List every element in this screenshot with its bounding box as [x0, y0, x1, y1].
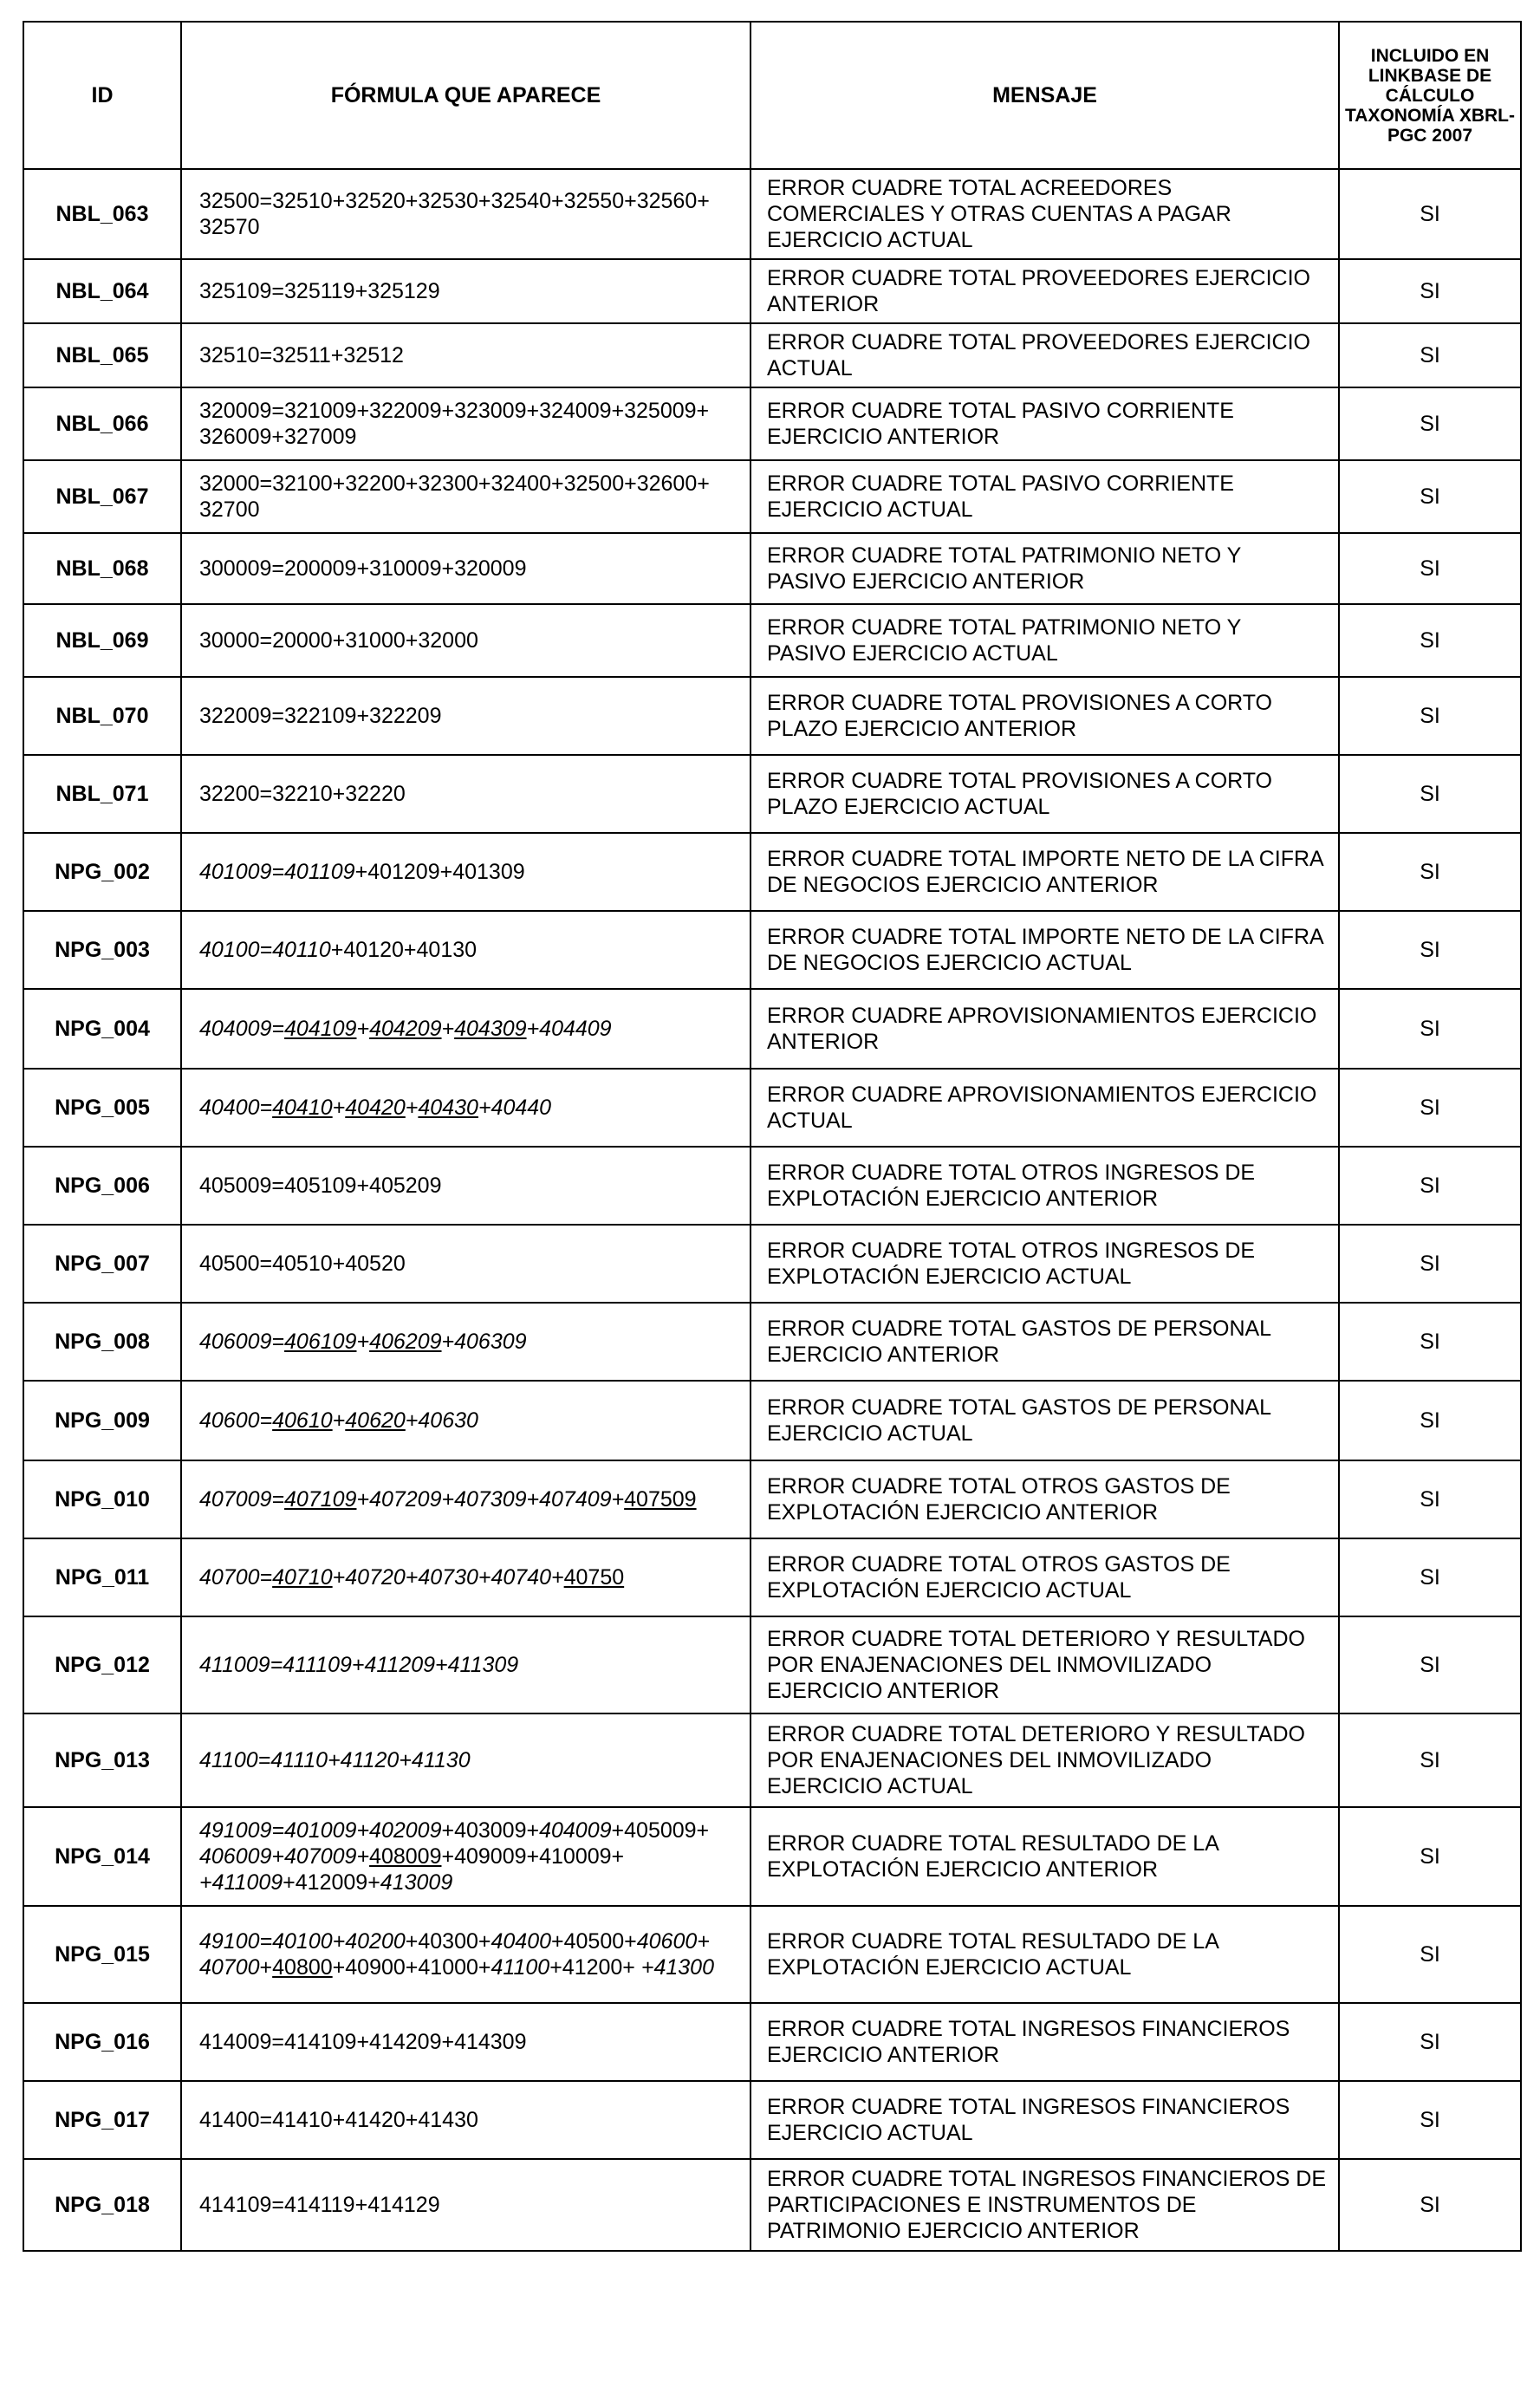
formula-segment: +412009+ — [283, 1870, 380, 1895]
formula-segment: +40440 — [478, 1096, 552, 1120]
cell-id: NPG_015 — [23, 1906, 181, 2003]
formula-segment: +406309 — [441, 1330, 527, 1354]
formula-segment: 413009 — [380, 1870, 453, 1895]
header-row — [23, 22, 1521, 169]
table-row — [23, 387, 1521, 460]
formula-segment: 405009=405109+405209 — [199, 1174, 442, 1198]
formula-segment: +409009+410009+ — [441, 1844, 625, 1869]
formula-segment: +40120+40130 — [330, 938, 478, 962]
formula-segment: 414109=414119+414129 — [199, 2193, 440, 2217]
cell-message: ERROR CUADRE TOTAL DETERIORO Y RESULTADO POR ENAJENACIONES DEL INMOVILIZADO EJERCICIO ACTUAL — [751, 1713, 1339, 1807]
table-row — [23, 1147, 1521, 1225]
cell-included: SI — [1339, 2003, 1521, 2081]
formula-segment: + — [405, 1096, 419, 1120]
cell-formula — [181, 1381, 751, 1460]
cell-formula — [181, 1713, 751, 1807]
table-row — [23, 2081, 1521, 2159]
cell-formula — [181, 1906, 751, 2003]
formula-segment: +40300+ — [405, 1929, 491, 1954]
cell-included: SI — [1339, 2159, 1521, 2251]
table-body — [23, 169, 1521, 2251]
cell-id: NPG_004 — [23, 989, 181, 1069]
cell-id: NBL_066 — [23, 387, 181, 460]
cell-id: NBL_070 — [23, 677, 181, 755]
cell-id: NPG_005 — [23, 1069, 181, 1147]
formula-segment: 40430 — [418, 1096, 478, 1120]
cell-message: ERROR CUADRE TOTAL ACREEDORES COMERCIALES Y OTRAS CUENTAS A PAGAR EJERCICIO ACTUAL — [751, 169, 1339, 259]
validation-table — [23, 21, 1522, 2252]
cell-message: ERROR CUADRE TOTAL PROVISIONES A CORTO PLAZO EJERCICIO ACTUAL — [751, 755, 1339, 833]
cell-id: NBL_064 — [23, 259, 181, 323]
formula-segment: 32200=32210+32220 — [199, 782, 406, 806]
cell-included: SI — [1339, 677, 1521, 755]
cell-included: SI — [1339, 259, 1521, 323]
formula-segment: 404009= — [199, 1017, 285, 1041]
header-formula: FÓRMULA QUE APARECE — [181, 22, 751, 169]
cell-included: SI — [1339, 1147, 1521, 1225]
cell-included: SI — [1339, 604, 1521, 677]
cell-formula — [181, 2081, 751, 2159]
cell-formula — [181, 2159, 751, 2251]
cell-id: NPG_008 — [23, 1303, 181, 1381]
cell-message: ERROR CUADRE TOTAL PROVISIONES A CORTO PLAZO EJERCICIO ANTERIOR — [751, 677, 1339, 755]
cell-id: NPG_006 — [23, 1147, 181, 1225]
table-row — [23, 1538, 1521, 1616]
cell-included: SI — [1339, 1713, 1521, 1807]
cell-included: SI — [1339, 1538, 1521, 1616]
cell-included: SI — [1339, 2081, 1521, 2159]
cell-formula — [181, 1303, 751, 1381]
cell-formula — [181, 1616, 751, 1713]
cell-included: SI — [1339, 1225, 1521, 1303]
formula-segment: 41400=41410+41420+41430 — [199, 2108, 478, 2132]
cell-formula — [181, 1225, 751, 1303]
table-row — [23, 1807, 1521, 1906]
formula-segment: 408009 — [369, 1844, 442, 1869]
cell-included: SI — [1339, 1807, 1521, 1906]
formula-segment: 41100 — [491, 1955, 550, 1980]
formula-segment: 404009 — [539, 1818, 612, 1843]
formula-segment: 40410 — [272, 1096, 333, 1120]
formula-segment: 406009+407009+ — [199, 1844, 370, 1869]
table-row — [23, 911, 1521, 989]
table-row — [23, 323, 1521, 387]
formula-segment: + — [259, 1955, 273, 1980]
table-row — [23, 259, 1521, 323]
cell-included: SI — [1339, 989, 1521, 1069]
cell-message: ERROR CUADRE TOTAL PROVEEDORES EJERCICIO ANTERIOR — [751, 259, 1339, 323]
cell-formula — [181, 1460, 751, 1538]
formula-segment: + — [356, 1330, 370, 1354]
cell-id: NBL_069 — [23, 604, 181, 677]
cell-id: NPG_012 — [23, 1616, 181, 1713]
table-row — [23, 1906, 1521, 2003]
cell-message: ERROR CUADRE TOTAL PROVEEDORES EJERCICIO ACTUAL — [751, 323, 1339, 387]
formula-segment: 406009= — [199, 1330, 285, 1354]
cell-formula — [181, 323, 751, 387]
formula-segment: 40600= — [199, 1408, 273, 1433]
cell-message: ERROR CUADRE TOTAL OTROS INGRESOS DE EXPLOTACIÓN EJERCICIO ANTERIOR — [751, 1147, 1339, 1225]
formula-segment: 401009=401109 — [199, 860, 355, 884]
cell-id: NBL_071 — [23, 755, 181, 833]
cell-formula — [181, 169, 751, 259]
formula-segment: +40630 — [405, 1408, 478, 1433]
table-row — [23, 755, 1521, 833]
cell-included: SI — [1339, 533, 1521, 604]
formula-segment: +411009 — [199, 1870, 283, 1895]
cell-message: ERROR CUADRE TOTAL OTROS GASTOS DE EXPLOTACIÓN EJERCICIO ANTERIOR — [751, 1460, 1339, 1538]
formula-segment: + — [441, 1017, 455, 1041]
cell-id: NPG_007 — [23, 1225, 181, 1303]
table-row — [23, 833, 1521, 911]
cell-id: NPG_011 — [23, 1538, 181, 1616]
cell-message: ERROR CUADRE TOTAL IMPORTE NETO DE LA CIFRA DE NEGOCIOS EJERCICIO ANTERIOR — [751, 833, 1339, 911]
table-row — [23, 1381, 1521, 1460]
cell-message: ERROR CUADRE TOTAL INGRESOS FINANCIEROS EJERCICIO ACTUAL — [751, 2081, 1339, 2159]
formula-segment: 40620 — [345, 1408, 406, 1433]
cell-id: NBL_063 — [23, 169, 181, 259]
cell-included: SI — [1339, 755, 1521, 833]
formula-segment: 411009=411109+411209+411309 — [199, 1653, 519, 1677]
formula-segment: 40500=40510+40520 — [199, 1252, 406, 1276]
table-row — [23, 677, 1521, 755]
formula-segment: + — [332, 1408, 346, 1433]
cell-included: SI — [1339, 1906, 1521, 2003]
formula-segment: 404209 — [369, 1017, 442, 1041]
formula-segment: 406209 — [369, 1330, 442, 1354]
cell-message: ERROR CUADRE TOTAL DETERIORO Y RESULTADO POR ENAJENACIONES DEL INMOVILIZADO EJERCICIO ANTERIOR — [751, 1616, 1339, 1713]
formula-segment: 320009=321009+322009+323009+324009+325009+ 326009+327009 — [199, 399, 710, 449]
cell-message: ERROR CUADRE TOTAL GASTOS DE PERSONAL EJERCICIO ANTERIOR — [751, 1303, 1339, 1381]
cell-included: SI — [1339, 911, 1521, 989]
formula-segment: +404409 — [526, 1017, 612, 1041]
cell-formula — [181, 2003, 751, 2081]
cell-formula — [181, 604, 751, 677]
cell-id: NPG_002 — [23, 833, 181, 911]
formula-segment: 40610 — [272, 1408, 333, 1433]
cell-formula — [181, 989, 751, 1069]
formula-segment: 40600+ 40700 — [199, 1929, 710, 1980]
cell-message: ERROR CUADRE APROVISIONAMIENTOS EJERCICIO ACTUAL — [751, 1069, 1339, 1147]
formula-segment: +405009+ — [611, 1818, 710, 1843]
formula-segment: 406109 — [284, 1330, 357, 1354]
table-row — [23, 989, 1521, 1069]
formula-segment: +41200+ — [549, 1955, 641, 1980]
formula-segment: +40720+40730+40740+ — [332, 1565, 564, 1590]
formula-segment: 414009=414109+414209+414309 — [199, 2030, 527, 2054]
cell-included: SI — [1339, 1303, 1521, 1381]
cell-included: SI — [1339, 833, 1521, 911]
table-row — [23, 1303, 1521, 1381]
cell-id: NPG_017 — [23, 2081, 181, 2159]
formula-segment: +407209+407309+407409+ — [356, 1487, 625, 1512]
formula-segment: 30000=20000+31000+32000 — [199, 628, 478, 653]
formula-segment: 491009=401009+402009 — [199, 1818, 442, 1843]
formula-segment: 32500=32510+32520+32530+32540+32550+32560+ 32570 — [199, 189, 710, 239]
cell-message: ERROR CUADRE TOTAL PASIVO CORRIENTE EJERCICIO ANTERIOR — [751, 387, 1339, 460]
cell-message: ERROR CUADRE TOTAL RESULTADO DE LA EXPLOTACIÓN EJERCICIO ANTERIOR — [751, 1807, 1339, 1906]
formula-segment: 325109=325119+325129 — [199, 279, 440, 303]
formula-segment: 407009= — [199, 1487, 285, 1512]
formula-segment: 40400 — [491, 1929, 552, 1954]
header-message: MENSAJE — [751, 22, 1339, 169]
cell-included: SI — [1339, 460, 1521, 533]
cell-message: ERROR CUADRE TOTAL PATRIMONIO NETO Y PASIVO EJERCICIO ACTUAL — [751, 604, 1339, 677]
formula-segment: 40400= — [199, 1096, 273, 1120]
header-id: ID — [23, 22, 181, 169]
table-row — [23, 460, 1521, 533]
cell-formula — [181, 1147, 751, 1225]
cell-message: ERROR CUADRE APROVISIONAMIENTOS EJERCICIO ANTERIOR — [751, 989, 1339, 1069]
cell-id: NBL_068 — [23, 533, 181, 604]
header-included: INCLUIDO EN LINKBASE DE CÁLCULO TAXONOMÍA XBRL-PGC 2007 — [1339, 22, 1521, 169]
cell-formula — [181, 833, 751, 911]
formula-segment: 40710 — [272, 1565, 333, 1590]
table-row — [23, 533, 1521, 604]
formula-segment: +41300 — [640, 1955, 714, 1980]
formula-segment: 40700= — [199, 1565, 273, 1590]
formula-segment: + — [356, 1017, 370, 1041]
formula-segment: +40900+41000+ — [332, 1955, 491, 1980]
cell-id: NPG_018 — [23, 2159, 181, 2251]
table-row — [23, 1713, 1521, 1807]
table-row — [23, 1225, 1521, 1303]
cell-message: ERROR CUADRE TOTAL OTROS GASTOS DE EXPLOTACIÓN EJERCICIO ACTUAL — [751, 1538, 1339, 1616]
table-row — [23, 1616, 1521, 1713]
cell-formula — [181, 387, 751, 460]
cell-message: ERROR CUADRE TOTAL OTROS INGRESOS DE EXPLOTACIÓN EJERCICIO ACTUAL — [751, 1225, 1339, 1303]
cell-message: ERROR CUADRE TOTAL INGRESOS FINANCIEROS DE PARTICIPACIONES E INSTRUMENTOS DE PATRIMONIO EJERCICIO ANTERIOR — [751, 2159, 1339, 2251]
cell-id: NPG_013 — [23, 1713, 181, 1807]
table-row — [23, 1069, 1521, 1147]
formula-segment: 404109 — [284, 1017, 357, 1041]
table-row — [23, 2159, 1521, 2251]
cell-included: SI — [1339, 1460, 1521, 1538]
formula-segment: + — [332, 1096, 346, 1120]
formula-segment: 407109 — [284, 1487, 357, 1512]
cell-message: ERROR CUADRE TOTAL PATRIMONIO NETO Y PASIVO EJERCICIO ANTERIOR — [751, 533, 1339, 604]
cell-id: NPG_009 — [23, 1381, 181, 1460]
table-row — [23, 604, 1521, 677]
cell-formula — [181, 259, 751, 323]
formula-segment: +40500+ — [551, 1929, 637, 1954]
cell-formula — [181, 755, 751, 833]
cell-message: ERROR CUADRE TOTAL RESULTADO DE LA EXPLOTACIÓN EJERCICIO ACTUAL — [751, 1906, 1339, 2003]
formula-segment: 300009=200009+310009+320009 — [199, 556, 527, 581]
formula-segment: 49100=40100+40200 — [199, 1929, 406, 1954]
cell-included: SI — [1339, 323, 1521, 387]
formula-segment: +403009+ — [441, 1818, 540, 1843]
cell-formula — [181, 1538, 751, 1616]
formula-segment: 322009=322109+322209 — [199, 704, 442, 728]
table-row — [23, 2003, 1521, 2081]
cell-message: ERROR CUADRE TOTAL IMPORTE NETO DE LA CIFRA DE NEGOCIOS EJERCICIO ACTUAL — [751, 911, 1339, 989]
cell-included: SI — [1339, 169, 1521, 259]
formula-segment: 40800 — [272, 1955, 333, 1980]
cell-formula — [181, 911, 751, 989]
cell-message: ERROR CUADRE TOTAL INGRESOS FINANCIEROS EJERCICIO ANTERIOR — [751, 2003, 1339, 2081]
cell-formula — [181, 1807, 751, 1906]
cell-included: SI — [1339, 1616, 1521, 1713]
cell-formula — [181, 1069, 751, 1147]
formula-segment: 40750 — [563, 1565, 625, 1590]
formula-segment: 40100=40110 — [199, 938, 331, 962]
cell-formula — [181, 677, 751, 755]
formula-segment: 32000=32100+32200+32300+32400+32500+32600+ 32700 — [199, 471, 710, 522]
cell-included: SI — [1339, 1069, 1521, 1147]
cell-message: ERROR CUADRE TOTAL PASIVO CORRIENTE EJERCICIO ACTUAL — [751, 460, 1339, 533]
cell-id: NPG_014 — [23, 1807, 181, 1906]
formula-segment: +401209+401309 — [354, 860, 525, 884]
cell-included: SI — [1339, 1381, 1521, 1460]
formula-segment: 40420 — [345, 1096, 406, 1120]
cell-id: NPG_003 — [23, 911, 181, 989]
cell-message: ERROR CUADRE TOTAL GASTOS DE PERSONAL EJERCICIO ACTUAL — [751, 1381, 1339, 1460]
cell-formula — [181, 533, 751, 604]
cell-id: NBL_065 — [23, 323, 181, 387]
cell-id: NPG_010 — [23, 1460, 181, 1538]
formula-segment: 404309 — [454, 1017, 527, 1041]
formula-segment: 32510=32511+32512 — [199, 343, 404, 367]
cell-formula — [181, 460, 751, 533]
formula-segment: 41100=41110+41120+41130 — [199, 1748, 471, 1772]
table-row — [23, 1460, 1521, 1538]
cell-id: NPG_016 — [23, 2003, 181, 2081]
cell-included: SI — [1339, 387, 1521, 460]
table-row — [23, 169, 1521, 259]
cell-id: NBL_067 — [23, 460, 181, 533]
formula-segment: 407509 — [624, 1487, 697, 1512]
